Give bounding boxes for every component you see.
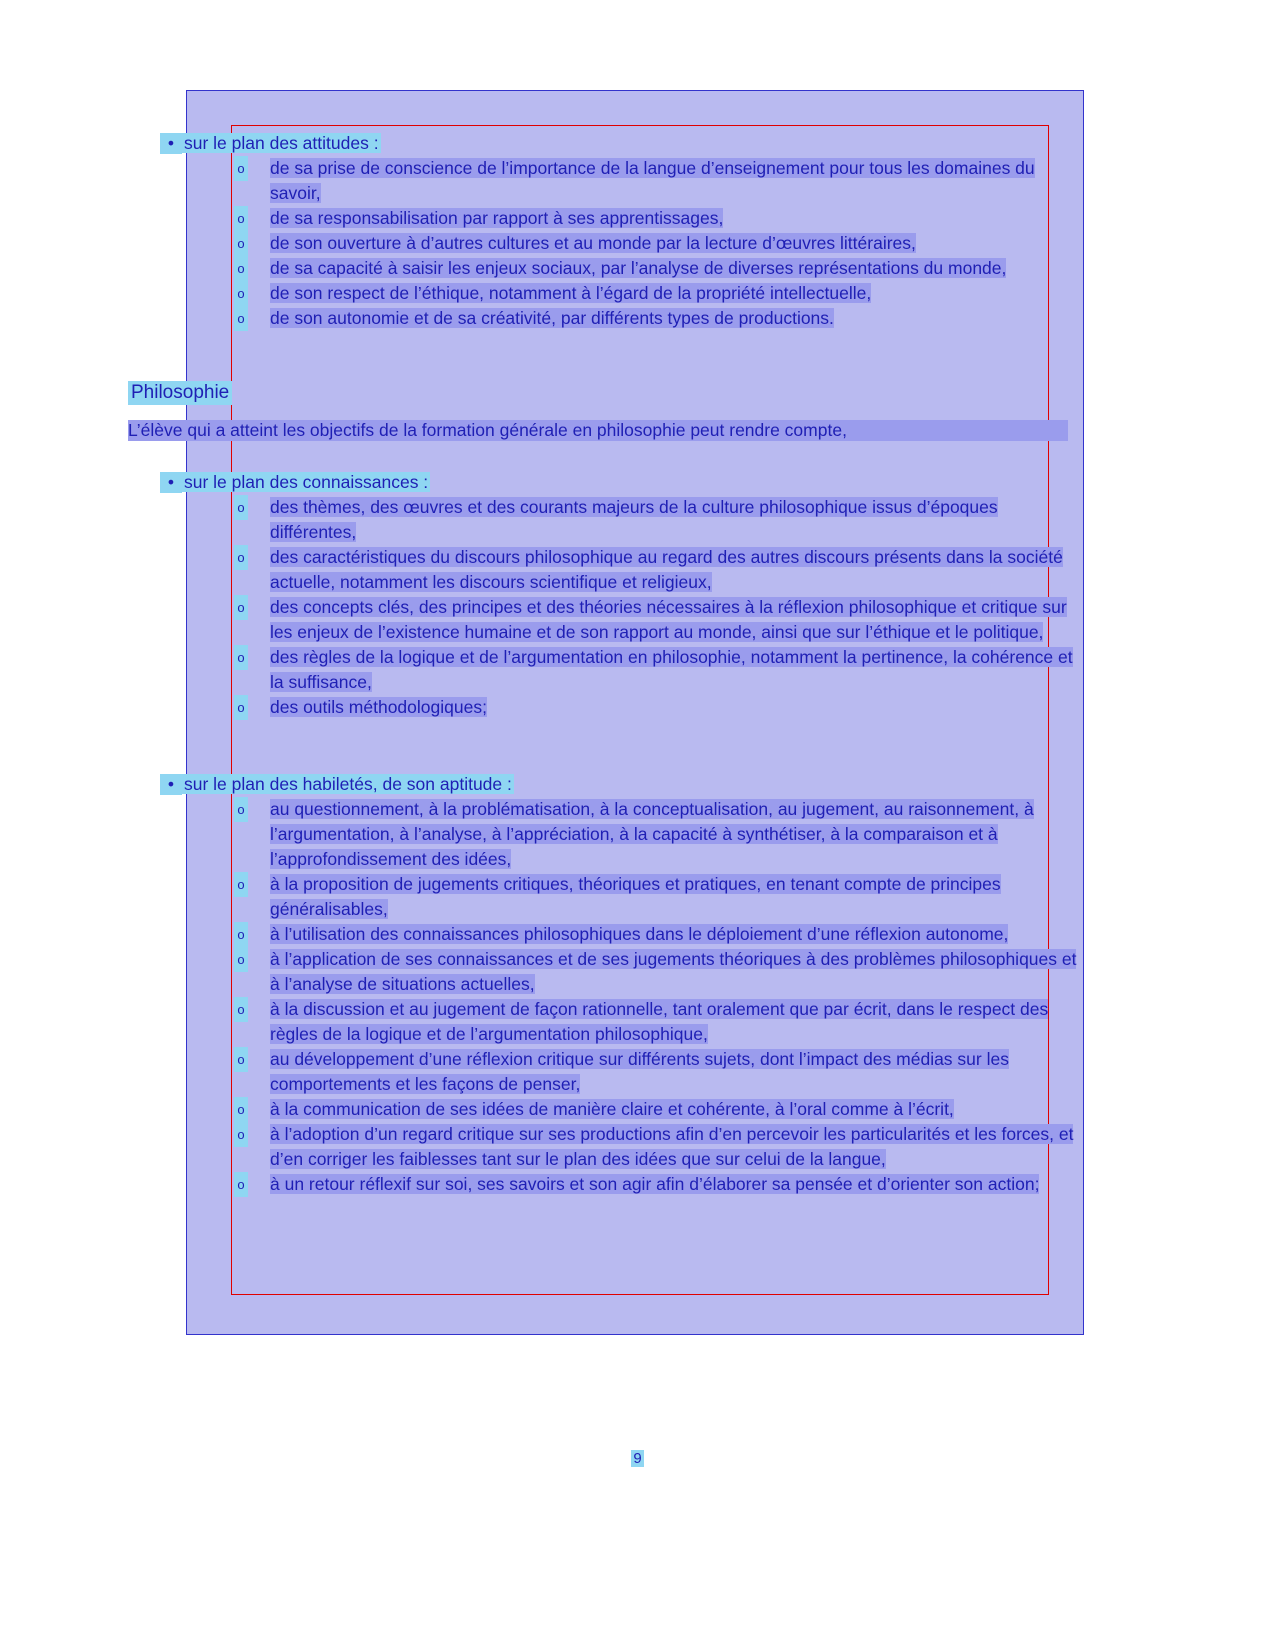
- list-item: o de sa prise de conscience de l’importance de la langue d’enseignement pour tous les domaines du savoir,: [232, 156, 1082, 206]
- section-heading-philosophie: Philosophie: [128, 381, 232, 405]
- circle-marker-icon: o: [234, 872, 248, 897]
- list-item: o à l’application de ses connaissances et de ses jugements théoriques à des problèmes philosophiques et à l’analyse de situations actuelles,: [232, 947, 1082, 997]
- circle-marker-icon: o: [234, 695, 248, 720]
- list-item: o à la discussion et au jugement de façon rationnelle, tant oralement que par écrit, dans le respect des règles de la logique et de l’argumentation philosophique,: [232, 997, 1082, 1047]
- list-item-heading-attitudes: [160, 133, 381, 154]
- circle-marker-icon: o: [234, 595, 248, 620]
- circle-marker-icon: o: [234, 1172, 248, 1197]
- list-item-heading-connaissances: [160, 472, 430, 493]
- circle-marker-icon: o: [234, 997, 248, 1022]
- list-item: o des thèmes, des œuvres et des courants majeurs de la culture philosophique issus d’époques différentes,: [232, 495, 1082, 545]
- bullet-icon: •: [160, 472, 182, 493]
- list-item: o de son ouverture à d’autres cultures et au monde par la lecture d’œuvres littéraires,: [232, 231, 1082, 256]
- list-item: o de son respect de l’éthique, notamment à l’égard de la propriété intellectuelle,: [232, 281, 1082, 306]
- circle-marker-icon: o: [234, 206, 248, 231]
- list-item: o des outils méthodologiques;: [232, 695, 1082, 720]
- list-item: o au questionnement, à la problématisation, à la conceptualisation, au jugement, au raisonnement, à l’argumentation, à l’analyse, à l’appréciation, à la capacité à synthétiser, à la comparaison et à l’approfondissement des idées,: [232, 797, 1082, 872]
- circle-marker-icon: o: [234, 495, 248, 520]
- circle-marker-icon: o: [234, 922, 248, 947]
- sublist-attitudes: [232, 156, 1082, 331]
- list-item: o à un retour réflexif sur soi, ses savoirs et son agir afin d’élaborer sa pensée et d’orienter son action;: [232, 1172, 1082, 1197]
- list-item: o au développement d’une réflexion critique sur différents sujets, dont l’impact des médias sur les comportements et les façons de penser,: [232, 1047, 1082, 1097]
- circle-marker-icon: o: [234, 1122, 248, 1147]
- list-item: o des caractéristiques du discours philosophique au regard des autres discours présents dans la société actuelle, notamment les discours scientifique et religieux,: [232, 545, 1082, 595]
- circle-marker-icon: o: [234, 156, 248, 181]
- section-label: sur le plan des habiletés, de son aptitude :: [184, 774, 512, 794]
- circle-marker-icon: o: [234, 1047, 248, 1072]
- section-label: sur le plan des connaissances :: [184, 472, 429, 492]
- page-number-value: 9: [633, 1450, 642, 1467]
- sublist-connaissances: [232, 495, 1082, 720]
- circle-marker-icon: o: [234, 1097, 248, 1122]
- bullet-icon: •: [160, 133, 182, 154]
- circle-marker-icon: o: [234, 947, 248, 972]
- circle-marker-icon: o: [234, 545, 248, 570]
- list-item: o des concepts clés, des principes et des théories nécessaires à la réflexion philosophique et critique sur les enjeux de l’existence humaine et de son rapport au monde, ainsi que sur l’éthique et le politique,: [232, 595, 1082, 645]
- circle-marker-icon: o: [234, 645, 248, 670]
- circle-marker-icon: o: [234, 281, 248, 306]
- list-item: o de son autonomie et de sa créativité, par différents types de productions.: [232, 306, 1082, 331]
- bullet-icon: •: [160, 774, 182, 795]
- circle-marker-icon: o: [234, 797, 248, 822]
- circle-marker-icon: o: [234, 306, 248, 331]
- page-number: [0, 1450, 1275, 1467]
- list-item: o à la proposition de jugements critiques, théoriques et pratiques, en tenant compte de principes généralisables,: [232, 872, 1082, 922]
- sublist-habiletes: [232, 797, 1082, 1197]
- lead-paragraph: L’élève qui a atteint les objectifs de la formation générale en philosophie peut rendre compte,: [128, 420, 1068, 441]
- list-item: o à l’adoption d’un regard critique sur ses productions afin d’en percevoir les particularités et les forces, et d’en corriger les faiblesses tant sur le plan des idées que sur celui de la langue,: [232, 1122, 1082, 1172]
- circle-marker-icon: o: [234, 231, 248, 256]
- list-item-heading-habiletes: [160, 774, 514, 795]
- section-label: sur le plan des attitudes :: [184, 133, 379, 153]
- circle-marker-icon: o: [234, 256, 248, 281]
- list-item: o de sa responsabilisation par rapport à ses apprentissages,: [232, 206, 1082, 231]
- list-item: o de sa capacité à saisir les enjeux sociaux, par l’analyse de diverses représentations du monde,: [232, 256, 1082, 281]
- list-item: o des règles de la logique et de l’argumentation en philosophie, notamment la pertinence, la cohérence et la suffisance,: [232, 645, 1082, 695]
- list-item: o à l’utilisation des connaissances philosophiques dans le déploiement d’une réflexion autonome,: [232, 922, 1082, 947]
- list-item: o à la communication de ses idées de manière claire et cohérente, à l’oral comme à l’écrit,: [232, 1097, 1082, 1122]
